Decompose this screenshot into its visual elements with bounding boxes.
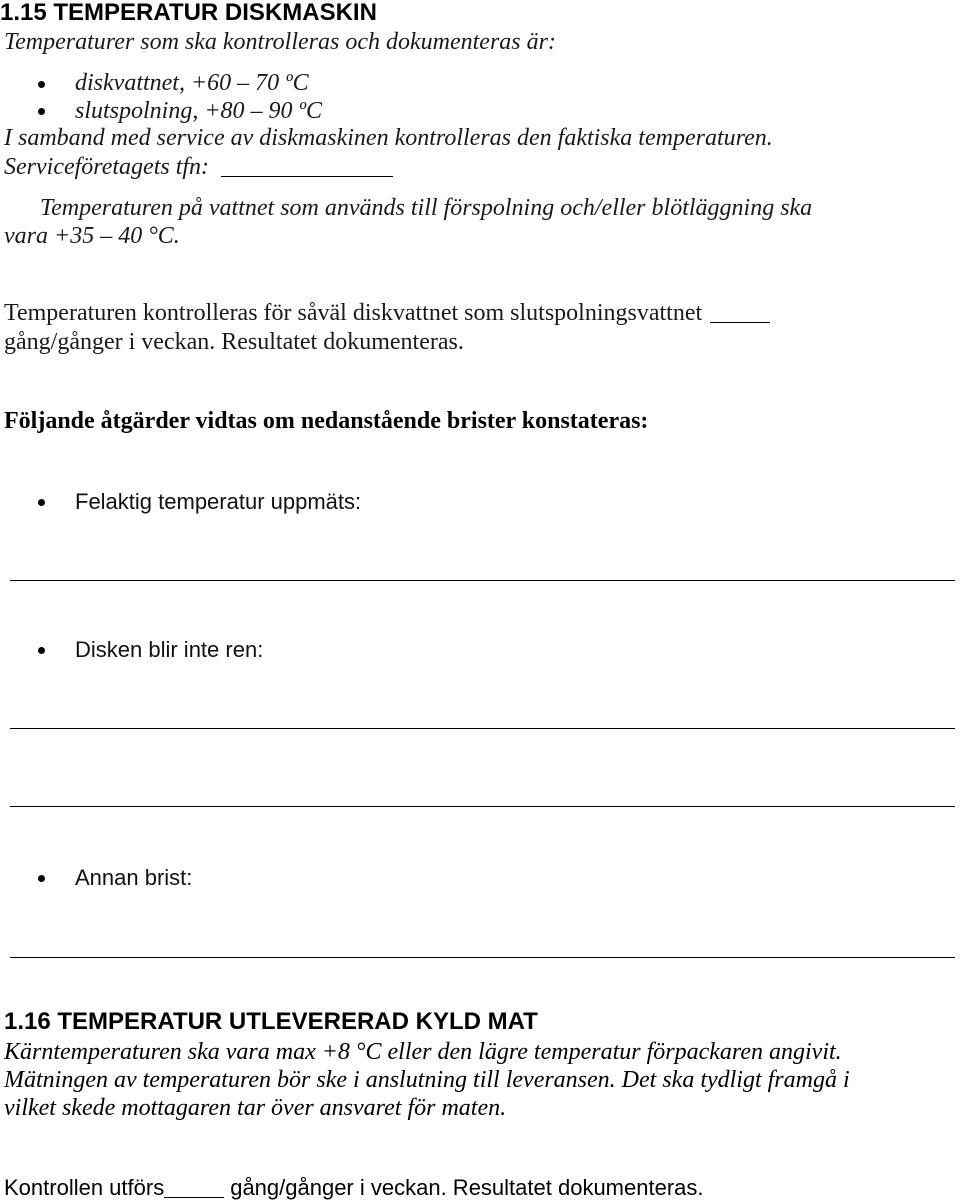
bullet-icon xyxy=(38,81,45,88)
bullet-icon xyxy=(38,499,45,506)
paragraph-line: vilket skede mottagaren tar över ansvaret för maten. xyxy=(4,1095,507,1121)
check-frequency-blank xyxy=(710,322,770,323)
delivery-check-row xyxy=(4,1175,704,1201)
bullet-icon xyxy=(38,875,45,882)
list-item: slutspolning, +80 – 90 ºC xyxy=(75,98,322,124)
service-phone-blank xyxy=(221,176,393,177)
check-frequency-text: Temperaturen kontrolleras för såväl diskvattnet som slutspolningsvattnet xyxy=(4,300,703,326)
prewash-text-line: Temperaturen på vattnet som används till förspolning och/eller blötläggning ska xyxy=(40,195,813,221)
deficiency-label: Felaktig temperatur uppmäts: xyxy=(75,489,362,514)
paragraph-line: Kärntemperaturen ska vara max +8 °C eller den lägre temperatur förpackaren angivit. xyxy=(4,1039,842,1065)
list-item: diskvattnet, +60 – 70 ºC xyxy=(75,70,309,96)
paragraph-line: Mätningen av temperaturen bör ske i anslutning till leveransen. Det ska tydligt framgå i xyxy=(4,1067,850,1093)
service-note: I samband med service av diskmaskinen kontrolleras den faktiska temperaturen. xyxy=(4,125,773,151)
check-frequency-text: gång/gånger i veckan. Resultatet dokumenteras. xyxy=(4,329,464,355)
answer-line xyxy=(10,728,955,729)
deficiency-label: Disken blir inte ren: xyxy=(75,637,264,662)
answer-line xyxy=(10,580,955,581)
deficiency-label: Annan brist: xyxy=(75,865,193,890)
prewash-text-line: vara +35 – 40 °C. xyxy=(4,223,180,249)
service-phone-row xyxy=(4,153,393,181)
bullet-icon xyxy=(38,647,45,654)
delivery-check-blank xyxy=(164,1197,224,1198)
delivery-check-suffix: gång/gånger i veckan. Resultatet dokumenteras. xyxy=(230,1175,704,1200)
section-heading: 1.16 TEMPERATUR UTLEVERERAD KYLD MAT xyxy=(4,1008,538,1035)
intro-text: Temperaturer som ska kontrolleras och dokumenteras är: xyxy=(4,29,556,55)
answer-line xyxy=(10,806,955,807)
check-frequency-row xyxy=(4,299,770,327)
actions-heading: Följande åtgärder vidtas om nedanstående brister konstateras: xyxy=(4,408,649,434)
section-heading: 1.15 TEMPERATUR DISKMASKIN xyxy=(0,0,377,26)
delivery-check-prefix: Kontrollen utförs xyxy=(4,1175,165,1200)
bullet-icon xyxy=(38,108,45,115)
service-phone-label: Serviceföretagets tfn: xyxy=(4,154,210,180)
answer-line xyxy=(10,957,955,958)
